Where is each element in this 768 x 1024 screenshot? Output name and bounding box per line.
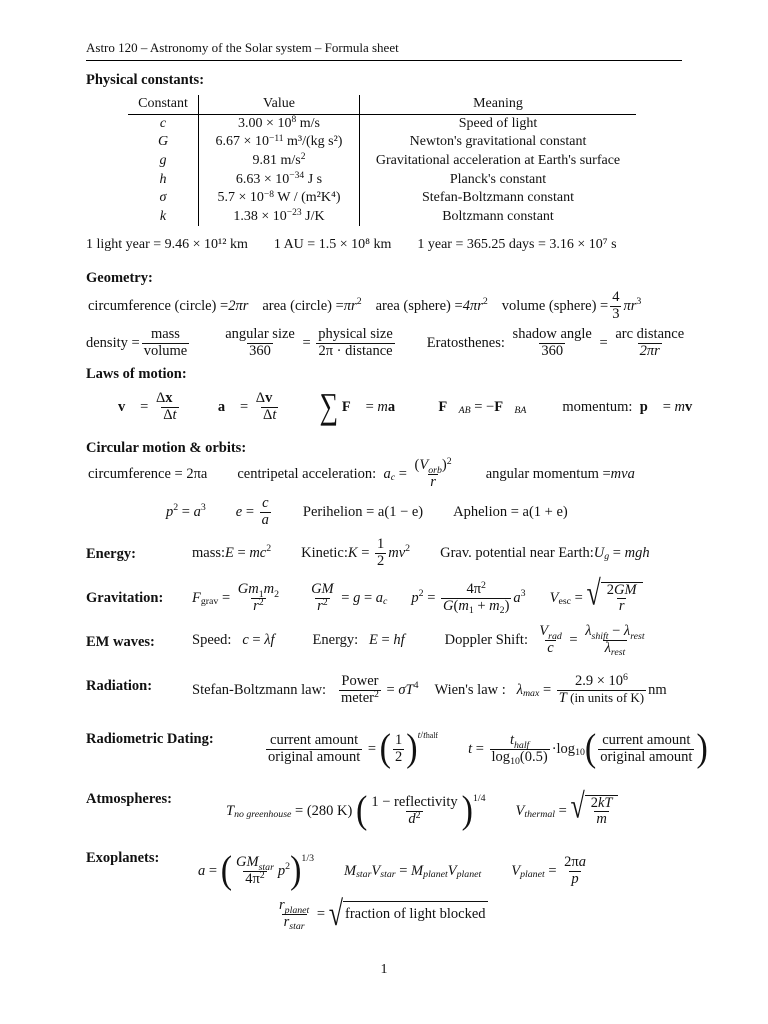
exoplanet-formulas-row2: $\frac{r_{planet}}{r_{star}}$ = √ fraction of light blocked bbox=[279, 893, 486, 933]
circular-formulas-row2: p 2 = a 3 e = $\frac{c}{a}$ Perihelion = a(1 − e) Aphelion = a(1 + e) bbox=[166, 495, 568, 528]
section-energy: Energy: bbox=[86, 546, 136, 562]
row-symbol: g bbox=[128, 152, 199, 171]
dating-formulas: $\frac{\text{current amount}}{\text{original amount}}$ = ( $\frac{1}{2}$ ) t/thalf t = $\frac{t_{half}}{\log_{10}(0.5)}$ ·log 10 ( $\frac{\text{current amount}}{\text{original amount}}$ ) bbox=[268, 727, 708, 770]
energy-formulas: mass: E = mc 2 Kinetic: K = $\frac{1}{2}$ mv 2 Grav. potential near Earth: U g = mgh bbox=[192, 536, 650, 569]
header-constant: Constant bbox=[128, 95, 199, 114]
table-row bbox=[128, 208, 636, 227]
table-header-row bbox=[128, 95, 636, 114]
table-row bbox=[128, 133, 636, 152]
header-meaning: Meaning bbox=[360, 95, 637, 114]
year-conversion: 1 year = 365.25 days = 3.16 × 10⁷ s bbox=[417, 237, 617, 252]
au-conversion: 1 AU = 1.5 × 10⁸ km bbox=[273, 237, 392, 252]
header-value: Value bbox=[199, 95, 360, 114]
row-meaning: Gravitational acceleration at Earth's surface bbox=[375, 153, 621, 169]
circular-formulas-row1: circumference = 2πa centripetal acceleration: a c = $\frac{(V_{orb})^2}{r}$ angular momentum = mva bbox=[88, 456, 635, 490]
row-value: $6.67 \times 10^{-11}$ m³/(kg s²) bbox=[199, 133, 360, 152]
section-gravitation: Gravitation: bbox=[86, 590, 164, 606]
table-row bbox=[128, 114, 636, 133]
row-meaning: Speed of light bbox=[458, 115, 538, 131]
section-circular: Circular motion & orbits: bbox=[86, 440, 247, 456]
row-value: 9.81 $m/s^2$ bbox=[199, 152, 360, 171]
row-symbol: c bbox=[128, 114, 199, 133]
section-em: EM waves: bbox=[86, 634, 155, 650]
section-geometry: Geometry: bbox=[86, 270, 153, 286]
radiation-formulas: Stefan-Boltzmann law: $\frac{\text{Power}}{meter^2}$ = σT 4 Wien's law : λ max = $\frac{2.9 \times 10^6}{\text{T (in units of K)}}$ nm bbox=[192, 672, 667, 706]
table-row bbox=[128, 189, 636, 208]
row-value: $1.38 \times 10^{-23}$ J/K bbox=[199, 208, 360, 227]
section-radiation: Radiation: bbox=[86, 678, 153, 694]
row-value: $3.00 \times 10^8$ m/s bbox=[199, 114, 360, 133]
section-constants: Physical constants: bbox=[86, 72, 205, 88]
row-meaning: Planck's constant bbox=[449, 171, 547, 187]
geometry-formulas-row1: circumference (circle) = 2πr area (circle) = πr 2 area (sphere) = 4πr 2 volume (sphere) = $\frac{4}{3}$ πr 3 bbox=[88, 289, 642, 322]
page-header: Astro 120 – Astronomy of the Solar system – Formula sheet bbox=[86, 40, 682, 61]
constants-table bbox=[128, 95, 636, 226]
atmospheres-formulas: T no greenhouse = (280 K) ( $\frac{\text{1 − reflectivity}}{d^2}$ ) 1/4 V thermal = √ $\frac{2kT}{m}$ bbox=[226, 786, 618, 836]
row-value: $6.63 \times 10^{-34}$ J s bbox=[199, 170, 360, 189]
motion-formulas: v⃗ = $\frac{\Delta x⃗}{\Delta t}$ a⃗ = $\frac{\Delta v⃗}{\Delta t}$ ∑ F⃗ = m a⃗ F⃗ AB = − F⃗ BA momentum: p⃗ = m v⃗ bbox=[118, 386, 704, 427]
row-meaning: Boltzmann constant bbox=[442, 208, 554, 224]
row-meaning: Newton's gravitational constant bbox=[409, 134, 587, 150]
exoplanet-formulas-row1: a = ( $\frac{GM_{star}}{4\pi^2}$ p 2 ) 1/3 M star V star = M planet V planet V planet = $\frac{2\pi a}{p}$ bbox=[198, 849, 586, 892]
geometry-formulas-row2: density = $\frac{\text{mass}}{\text{volume}}$ $\frac{\text{angular size}}{360}$ = $\frac{\text{physical size}}{\text{2π · distance}}$ Eratosthenes: $\frac{\text{shadow angle}}{360}$ = $\frac{\text{arc distance}}{2\pi r}$ bbox=[86, 326, 685, 359]
light-year-conversion: 1 light year = 9.46 × 10¹² km bbox=[86, 237, 248, 252]
row-symbol: G bbox=[128, 133, 199, 152]
table-row bbox=[128, 152, 636, 171]
row-value: $5.7 \times 10^{-8}$ W / (m²K⁴) bbox=[199, 189, 360, 208]
section-dating: Radiometric Dating: bbox=[86, 731, 214, 747]
row-symbol: k bbox=[128, 208, 199, 227]
row-meaning: Stefan-Boltzmann constant bbox=[421, 190, 575, 206]
gravitation-formulas: F grav = $\frac{Gm_1m_2}{r^2}$ $\frac{GM}{r^2}$ = g = a c p 2 = $\frac{4\pi^2}{G(m_1 + m_2)}$ a 3 V esc = √ $\frac{2GM}{r}$ bbox=[192, 578, 643, 618]
page-number: 1 bbox=[380, 962, 388, 977]
section-atmospheres: Atmospheres: bbox=[86, 791, 172, 807]
em-formulas: Speed: c = λf Energy: E = hf Doppler Shift: $\frac{V_{rad}}{c}$ = $\frac{\lambda_{shift} - \lambda_{rest}}{\lambda_{rest}}$ bbox=[192, 623, 645, 658]
section-motion: Laws of motion: bbox=[86, 366, 187, 382]
unit-conversions bbox=[86, 237, 617, 253]
table-row bbox=[128, 170, 636, 189]
row-symbol: h bbox=[128, 170, 199, 189]
row-symbol: σ bbox=[128, 189, 199, 208]
section-exoplanets: Exoplanets: bbox=[86, 850, 160, 866]
